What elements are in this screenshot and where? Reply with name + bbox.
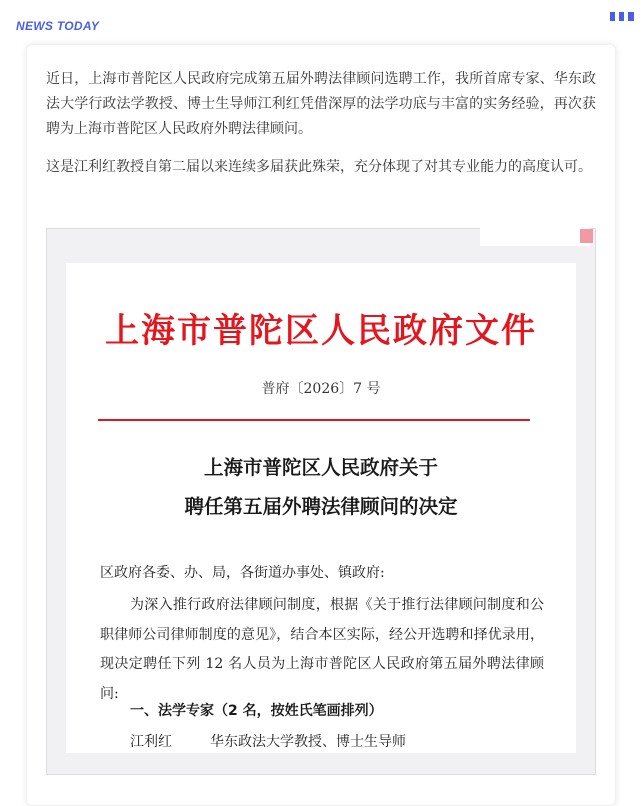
decision-title-line-1: 上海市普陀区人民政府关于 <box>203 456 438 479</box>
section-heading-legal-experts: 一、法学专家（2 名，按姓氏笔画排列） <box>130 703 383 719</box>
article-paragraph-1: 近日，上海市普陀区人民政府完成第五届外聘法律顾问选聘工作，我所首席专家、华东政法大学行政法学教授、博士生导师江利红凭借深厚的法学功底与丰富的实务经验，再次获聘为上海市普陀区人民政府外聘法律顾问。 <box>46 71 596 137</box>
frame-decoration <box>480 226 590 246</box>
document-body-paragraph: 为深入推行政府法律顾问制度，根据《关于推行法律顾问制度和公职律师公司律师制度的意见》，结合本区实际，经公开选聘和择优录用，现决定聘任下列 12 名人员为上海市普陀区人民政府第五届外聘法律顾问: <box>100 597 544 702</box>
appointee-title: 华东政法大学教授、博士生导师 <box>210 734 406 750</box>
document-addressee: 区政府各委、办、局，各街道办事处、镇政府: <box>100 565 385 581</box>
document-header-title: 上海市普陀区人民政府文件 <box>105 311 537 351</box>
header-decoration-bar <box>619 12 624 21</box>
decision-title-line-2: 聘任第五届外聘法律顾问的决定 <box>184 495 458 518</box>
news-today-label: NEWS TODAY <box>16 19 100 33</box>
article-paragraph-2: 这是江利红教授自第二届以来连续多届获此殊荣，充分体现了对其专业能力的高度认可。 <box>46 159 592 175</box>
red-divider-line <box>98 419 530 421</box>
header-decoration-bar <box>628 12 634 21</box>
frame-corner-decoration <box>580 229 593 243</box>
document-number: 普府〔2026〕7 号 <box>261 381 381 397</box>
appointee-name: 江利红 <box>130 734 172 750</box>
header-decoration-bar <box>610 12 615 21</box>
